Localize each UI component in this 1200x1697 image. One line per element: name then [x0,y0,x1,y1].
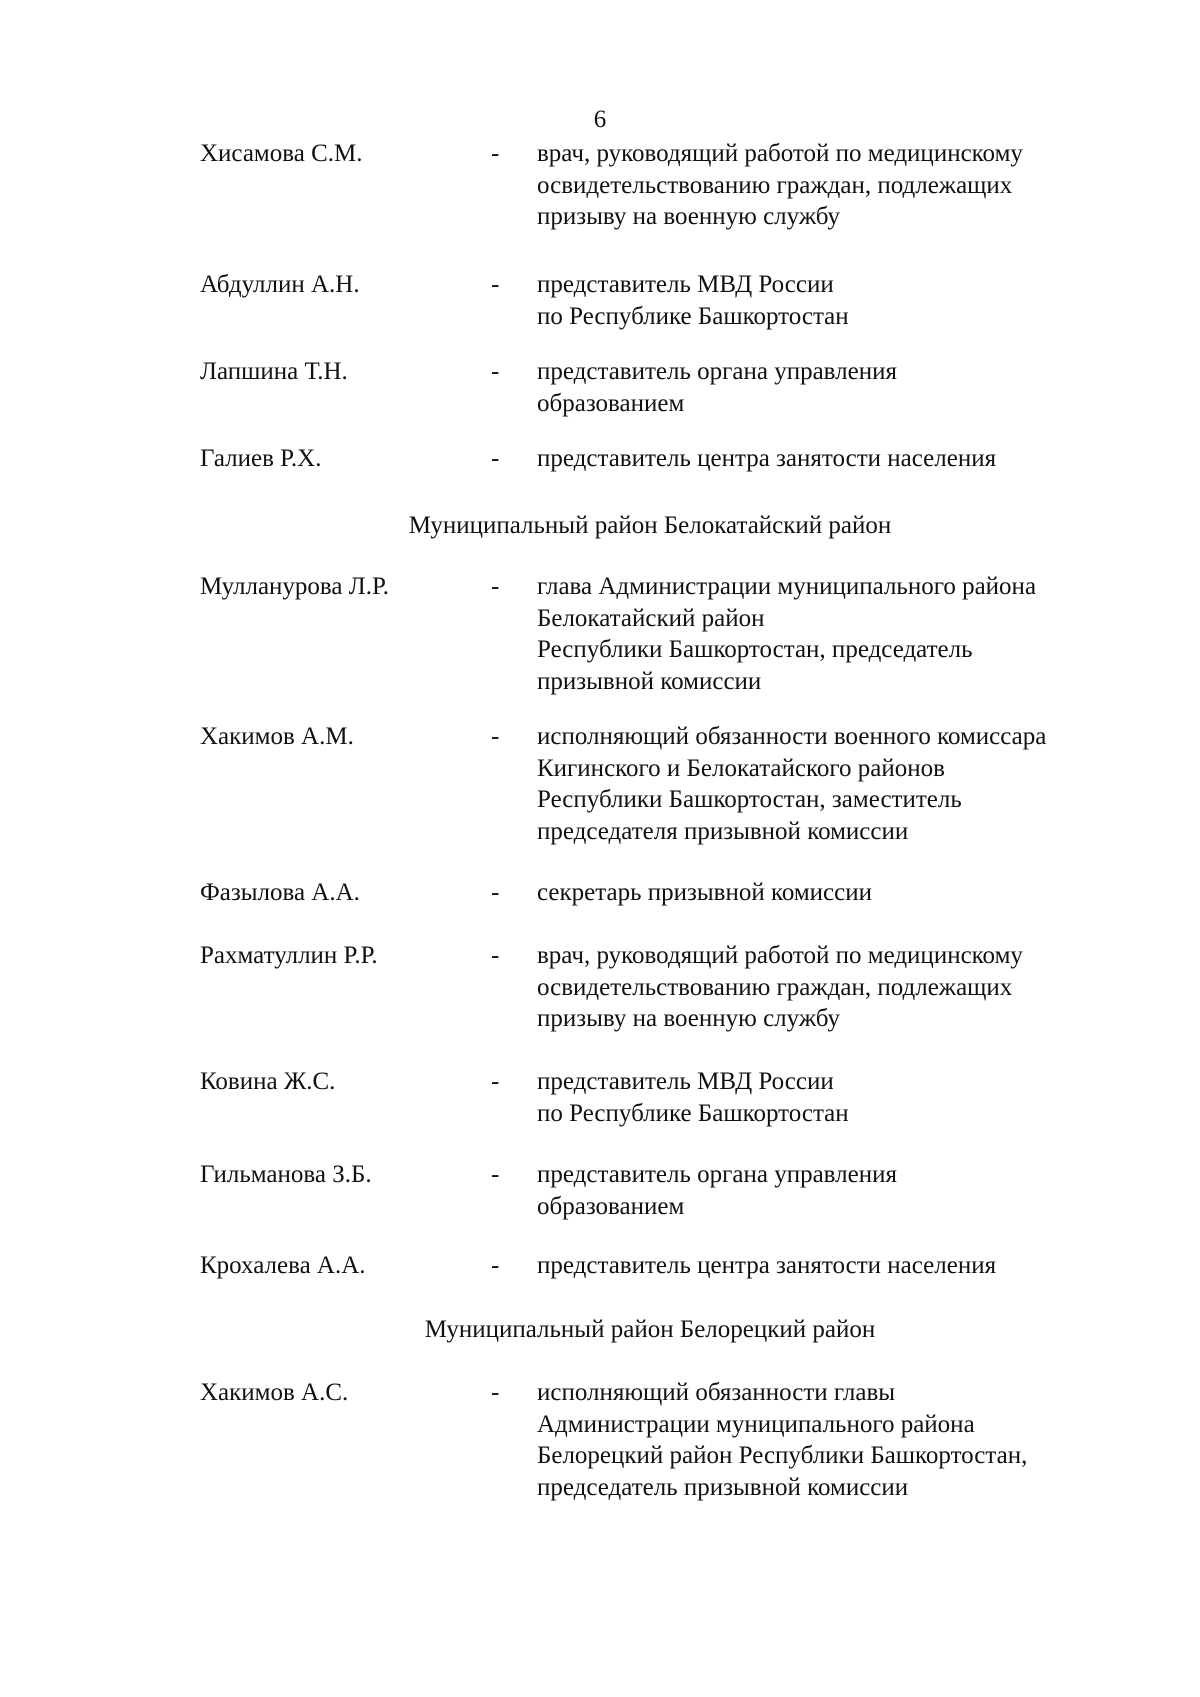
role-line: глава Администрации муниципального района [537,573,1037,600]
member-name: Фазылова А.А. [200,879,360,906]
member-role [537,269,1127,332]
separator-dash: - [491,573,500,600]
separator-dash: - [491,879,500,906]
member-name: Хисамова С.М. [200,140,363,167]
role-line: призыву на военную службу [537,1005,841,1032]
role-line: представитель органа управления [537,1161,897,1188]
role-line: представитель органа управления [537,358,897,385]
role-line: секретарь призывной комиссии [537,879,873,906]
role-line: образованием [537,389,685,417]
member-name: Рахматуллин Р.Р. [200,942,378,969]
role-line: Белорецкий район Республики Башкортостан, [537,1442,1028,1469]
role-line: Республики Башкортостан, заместитель [537,786,962,813]
member-role [537,877,1127,909]
member-name: Хакимов А.С. [200,1379,349,1406]
role-line: представитель МВД России [537,1068,834,1095]
role-line: врач, руководящий работой по медицинскому [537,140,1023,167]
separator-dash: - [491,445,500,472]
role-line: председателя призывной комиссии [537,817,909,845]
section-heading: Муниципальный район Белорецкий район [424,1316,876,1343]
separator-dash: - [491,358,500,385]
role-line: Республики Башкортостан, председатель [537,636,973,663]
member-name: Крохалева А.А. [200,1252,366,1279]
role-line: по Республике Башкортостан [537,302,849,330]
separator-dash: - [491,1252,500,1279]
role-line: Кигинского и Белокатайского районов [537,754,945,782]
section-heading: Муниципальный район Белокатайский район [408,512,892,539]
member-role [537,356,1127,419]
member-role [537,1250,1127,1282]
member-role [537,940,1127,1035]
member-name: Абдуллин А.Н. [200,271,360,298]
member-name: Мулланурова Л.Р. [200,573,389,600]
role-line: освидетельствованию граждан, подлежащих [537,973,1013,1001]
separator-dash: - [491,271,500,298]
role-line: представитель центра занятости населения [537,1252,997,1279]
member-role [537,721,1127,847]
separator-dash: - [491,723,500,750]
separator-dash: - [491,1161,500,1188]
separator-dash: - [491,942,500,969]
member-name: Хакимов А.М. [200,723,354,750]
member-name: Гильманова З.Б. [200,1161,372,1188]
role-line: призывной комиссии [537,667,762,695]
role-line: образованием [537,1192,685,1220]
separator-dash: - [491,1068,500,1095]
role-line: освидетельствованию граждан, подлежащих [537,171,1013,199]
role-line: Белокатайский район [537,604,765,632]
separator-dash: - [491,1379,500,1406]
member-role [537,1066,1127,1129]
role-line: представитель центра занятости населения [537,445,997,472]
member-role [537,138,1127,233]
member-role [537,571,1127,697]
member-name: Лапшина Т.Н. [200,358,348,385]
member-role [537,443,1127,475]
role-line: исполняющий обязанности военного комиссара [537,723,1047,750]
member-role [537,1159,1127,1222]
member-name: Галиев Р.Х. [200,445,322,472]
page-number: 6 [593,106,607,133]
member-name: Ковина Ж.С. [200,1068,336,1095]
role-line: врач, руководящий работой по медицинскому [537,942,1023,969]
role-line: председатель призывной комиссии [537,1473,909,1501]
role-line: по Республике Башкортостан [537,1099,849,1127]
member-role [537,1377,1127,1503]
role-line: призыву на военную службу [537,203,841,230]
role-line: представитель МВД России [537,271,834,298]
separator-dash: - [491,140,500,167]
role-line: исполняющий обязанности главы [537,1379,896,1406]
role-line: Администрации муниципального района [537,1410,975,1438]
